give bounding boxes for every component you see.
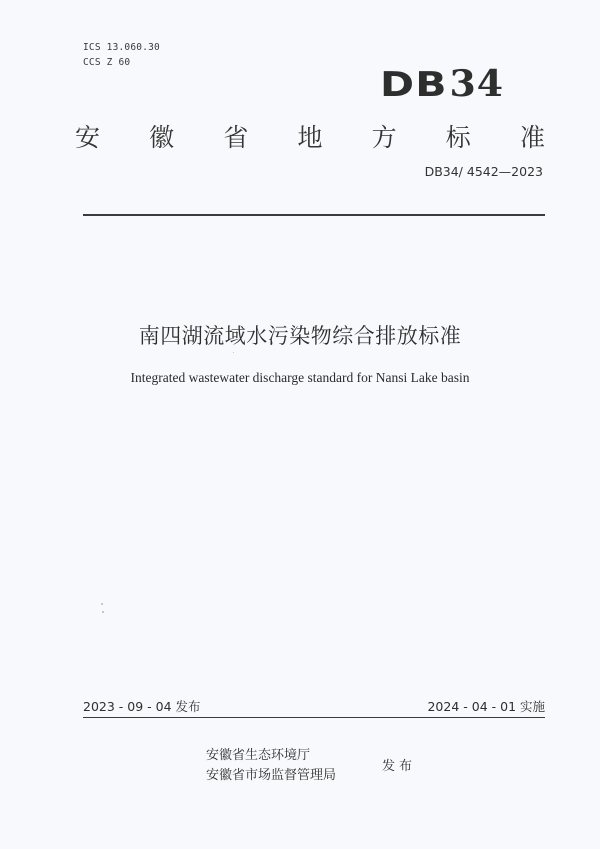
standard-type-heading <box>75 118 545 154</box>
standard-type-char: 徽 <box>149 123 175 152</box>
scan-speck <box>102 611 104 613</box>
db-logo-letters: DB <box>380 65 448 105</box>
issue-date: 2023 - 09 - 04 发布 <box>83 699 201 714</box>
scan-speck <box>233 352 234 353</box>
standard-type-char: 方 <box>371 123 397 152</box>
top-divider <box>83 214 545 216</box>
standard-type-char: 省 <box>223 123 249 152</box>
scan-speck <box>101 603 103 605</box>
db-logo-number: 34 <box>449 63 505 105</box>
publisher-name: 安徽省生态环境厅 <box>206 748 311 763</box>
db34-logo <box>380 64 527 104</box>
standard-type-char: 地 <box>297 123 323 152</box>
implementation-date: 2024 - 04 - 01 实施 <box>427 699 545 714</box>
ics-code: ICS 13.060.30 <box>83 42 160 53</box>
standard-type-char: 准 <box>519 123 545 152</box>
standard-type-char: 标 <box>445 123 471 152</box>
bottom-divider <box>83 717 545 718</box>
ccs-code: CCS Z 60 <box>83 57 131 68</box>
publisher-name: 安徽省市场监督管理局 <box>206 768 337 783</box>
standard-type-char: 安 <box>75 123 101 152</box>
chinese-title: 南四湖流域水污染物综合排放标准 <box>138 324 462 348</box>
publisher-block <box>206 746 336 786</box>
standard-number: DB34/ 4542—2023 <box>424 164 543 179</box>
english-title: Integrated wastewater discharge standard for Nansi Lake basin <box>130 370 470 385</box>
publish-label: 发布 <box>382 759 417 774</box>
